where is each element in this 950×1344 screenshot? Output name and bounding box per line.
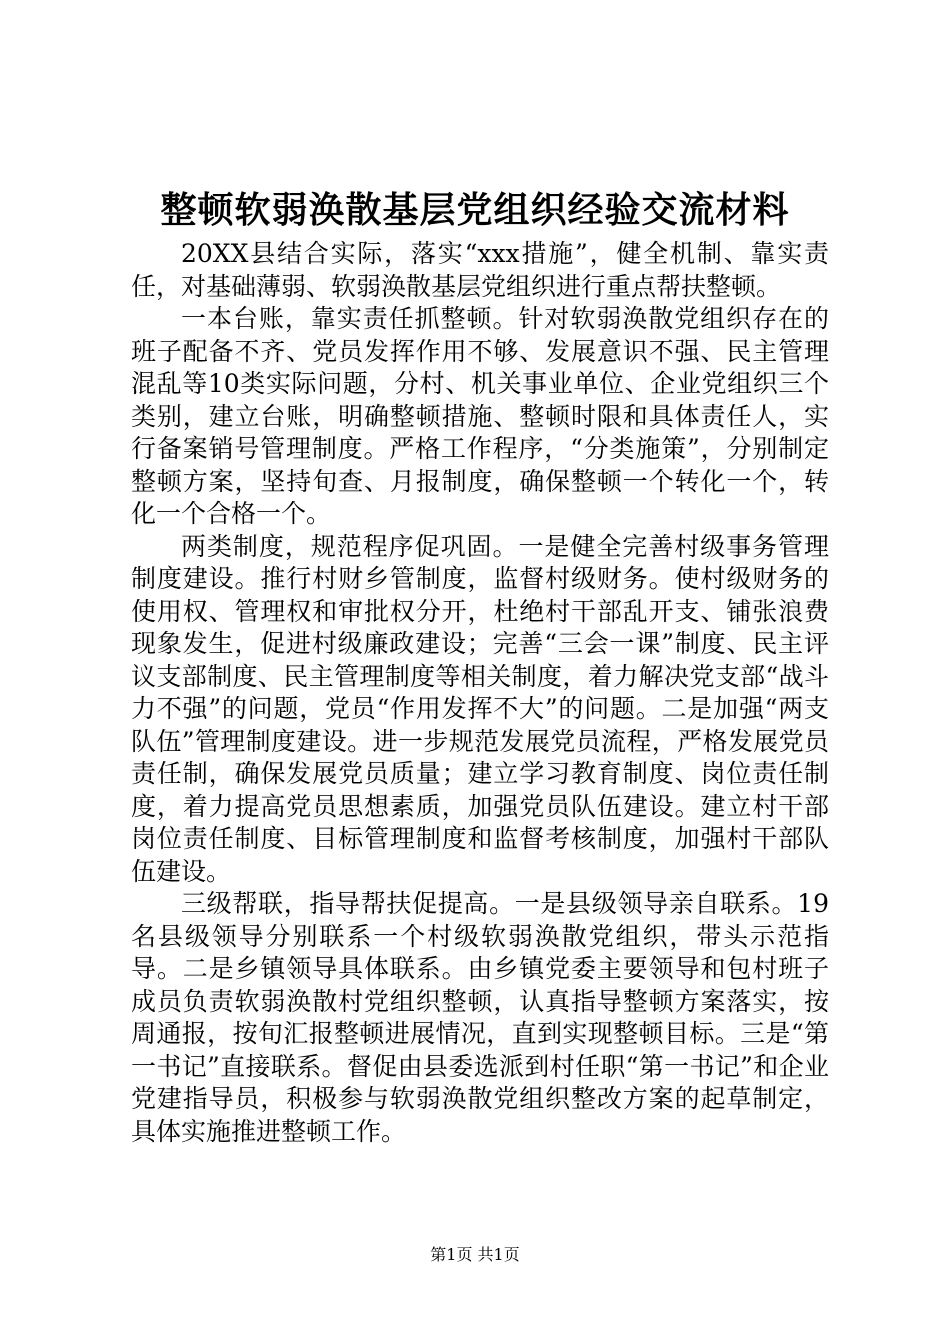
paragraph-linkage: 三级帮联，指导帮扶促提高。一是县级领导亲自联系。19名县级领导分别联系一个村级软弱涣散党组织，带头示范指导。二是乡镇领导具体联系。由乡镇党委主要领导和包村班子成员负责软弱涣散村党组织整顿，认真指导整顿方案落实，按周通报，按旬汇报整顿进展情况，直到实现整顿目标。三是“第一书记”直接联系。督促由县委选派到村任职“第一书记”和企业党建指导员，积极参与软弱涣散党组织整改方案的起草制定，具体实施推进整顿工作。 [131, 889, 829, 1146]
paragraph-intro: 20XX县结合实际，落实“xxx措施”，健全机制、靠实责任，对基础薄弱、软弱涣散基层党组织进行重点帮扶整顿。 [131, 239, 829, 301]
page-footer: 第1页 共1页 [430, 1245, 520, 1264]
paragraph-systems: 两类制度，规范程序促巩固。一是健全完善村级事务管理制度建设。推行村财乡管制度，监督村级财务。使村级财务的使用权、管理权和审批权分开，杜绝村干部乱开支、铺张浪费现象发生，促进村级廉政建设；完善“三会一课”制度、民主评议支部制度、民主管理制度等相关制度，着力解决党支部“战斗力不强”的问题，党员“作用发挥不大”的问题。二是加强“两支队伍”管理制度建设。进一步规范发展党员流程，严格发展党员责任制，确保发展党员质量；建立学习教育制度、岗位责任制度，着力提高党员思想素质，加强党员队伍建设。建立村干部岗位责任制度、目标管理制度和监督考核制度，加强村干部队伍建设。 [131, 531, 829, 886]
document-title: 整顿软弱涣散基层党组织经验交流材料 [160, 189, 790, 231]
paragraph-ledger: 一本台账，靠实责任抓整顿。针对软弱涣散党组织存在的班子配备不齐、党员发挥作用不够、发展意识不强、民主管理混乱等10类实际问题，分村、机关事业单位、企业党组织三个类别，建立台账，明确整顿措施、整顿时限和具体责任人，实行备案销号管理制度。严格工作程序，“分类施策”，分别制定整顿方案，坚持旬查、月报制度，确保整顿一个转化一个，转化一个合格一个。 [131, 304, 829, 528]
document-body [131, 238, 829, 1148]
